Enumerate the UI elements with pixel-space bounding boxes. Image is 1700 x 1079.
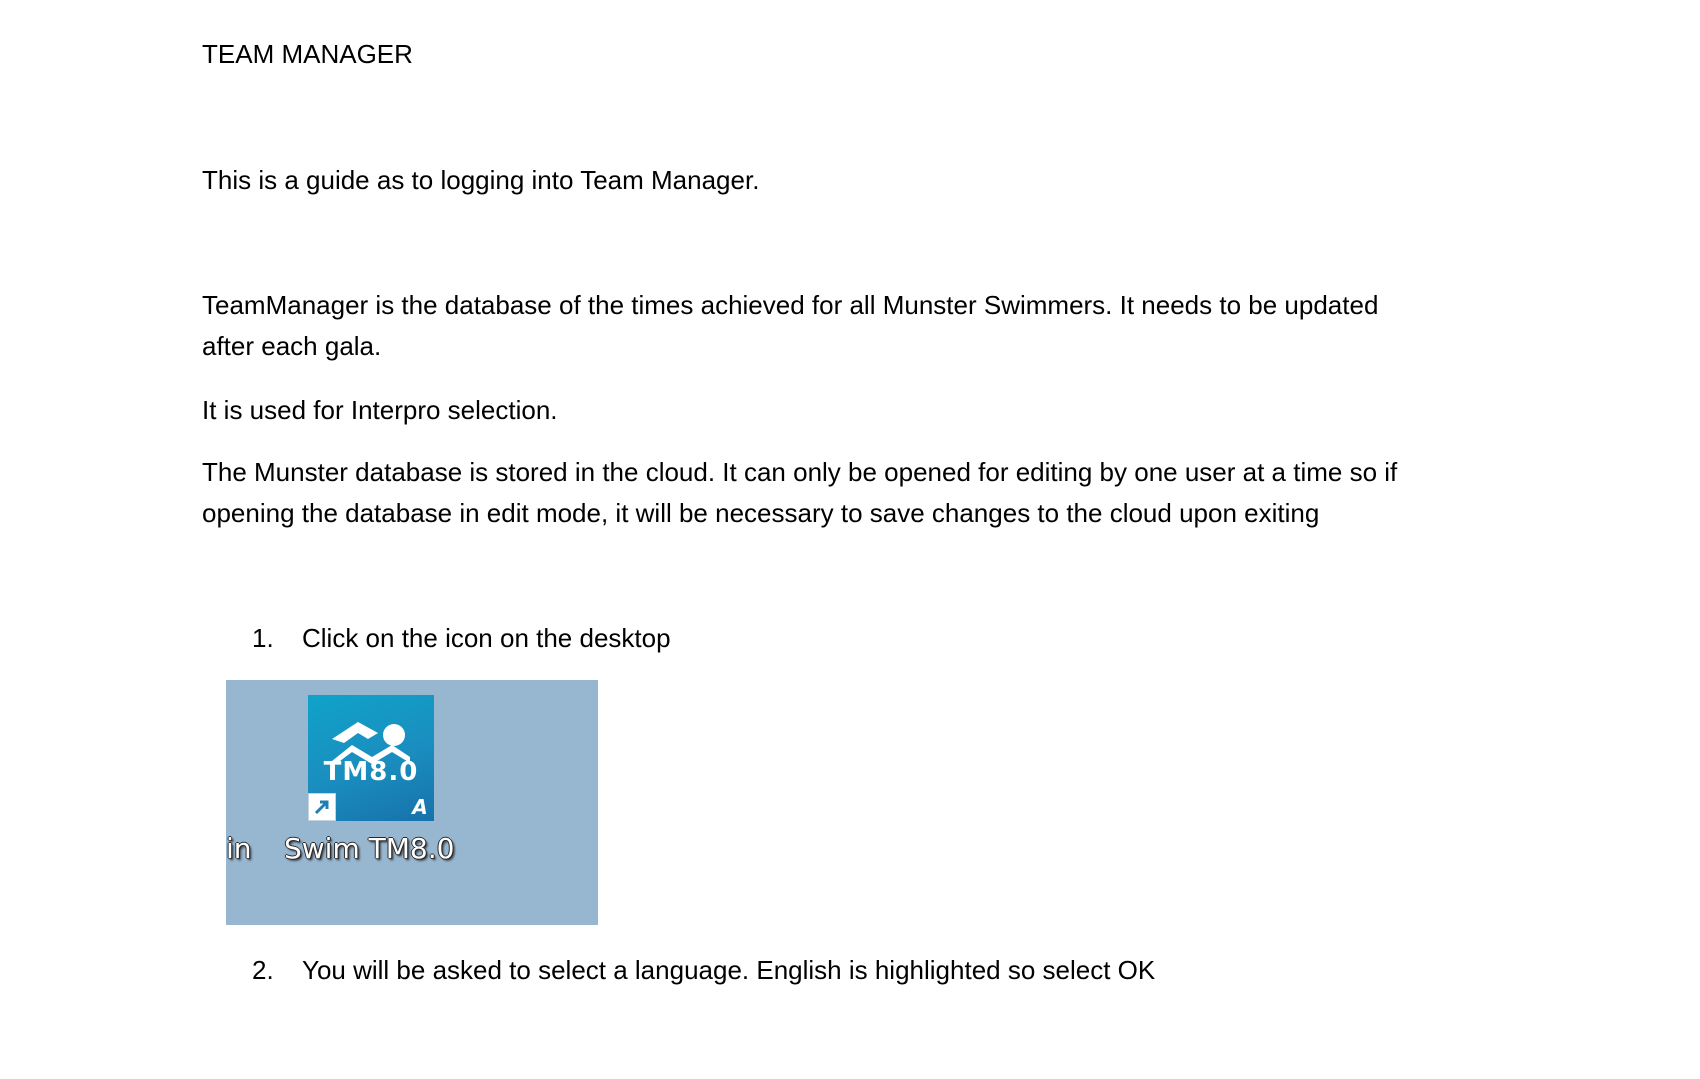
- list-item: [252, 618, 671, 659]
- cloud-line: The Munster database is stored in the cloud. It can only be opened for editing by one user at a time so if: [202, 457, 1398, 487]
- description-line: TeamManager is the database of the times achieved for all Munster Swimmers. It needs to be updated: [202, 290, 1379, 320]
- app-icon-label: TM8.0: [323, 757, 419, 787]
- shortcut-arrow-icon: [308, 793, 336, 821]
- list-item: [252, 950, 1155, 991]
- desktop-screenshot: [226, 680, 598, 925]
- description-line: after each gala.: [202, 331, 382, 361]
- desktop-icon-caption[interactable]: Swim TM8.0: [284, 832, 455, 865]
- swimmer-icon: [308, 695, 434, 765]
- description-paragraph: [202, 285, 1378, 367]
- list-text: You will be asked to select a language. English is highlighted so select OK: [302, 955, 1156, 985]
- usage-paragraph: It is used for Interpro selection.: [202, 395, 558, 425]
- app-corner-mark: A: [412, 795, 428, 819]
- cloud-paragraph: [202, 452, 1397, 534]
- cloud-line: opening the database in edit mode, it will be necessary to save changes to the cloud upon exiting: [202, 498, 1320, 528]
- list-number: 1.: [252, 623, 274, 653]
- cut-icon-caption: in: [226, 832, 252, 865]
- list-number: 2.: [252, 955, 274, 985]
- list-text: Click on the icon on the desktop: [302, 623, 671, 653]
- intro-paragraph: This is a guide as to logging into Team Manager.: [202, 165, 760, 195]
- document-heading: TEAM MANAGER: [202, 39, 413, 69]
